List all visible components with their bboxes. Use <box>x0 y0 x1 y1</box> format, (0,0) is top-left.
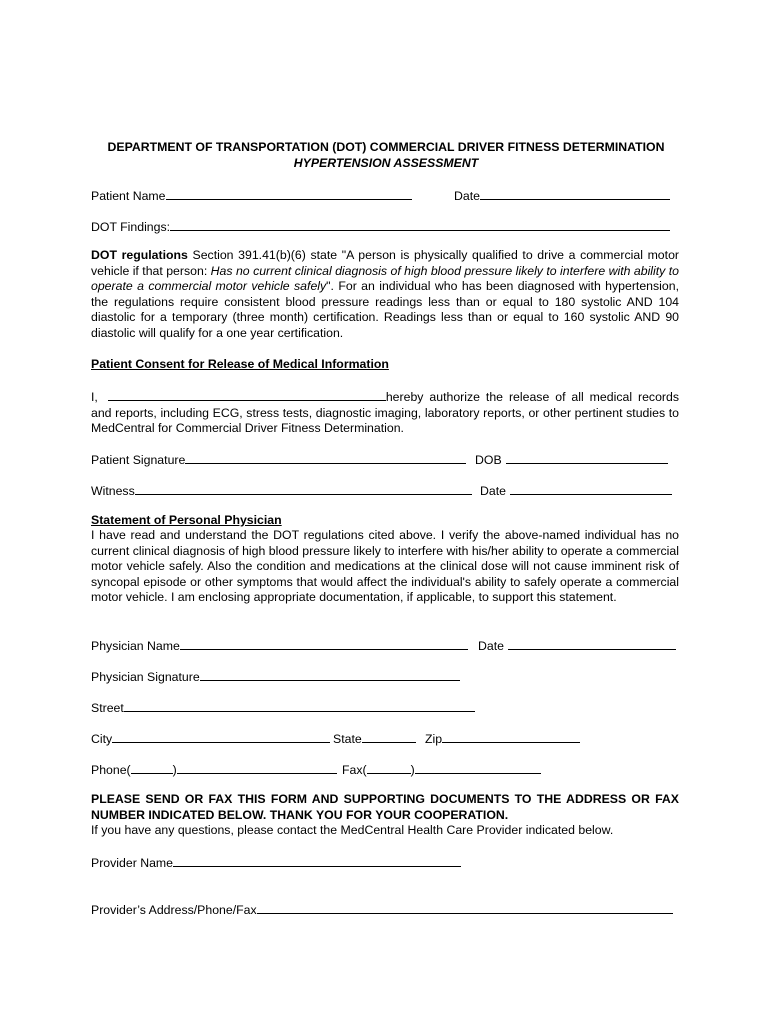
questions-text: If you have any questions, please contact the MedCentral Health Care Provider indicated below. <box>91 823 614 837</box>
patient-name-label: Patient Name <box>91 189 166 203</box>
patient-signature-field[interactable] <box>185 451 466 464</box>
physician-heading: Statement of Personal Physician <box>91 513 282 527</box>
fax-row <box>342 761 541 778</box>
patient-name-field[interactable] <box>166 187 412 200</box>
dot-findings-label: DOT Findings: <box>91 220 171 234</box>
fax-number-field[interactable] <box>415 761 541 774</box>
date-label: Date <box>454 189 480 203</box>
physician-paragraph: I have read and understand the DOT regulations cited above. I verify the above-named individual has no current clinical diagnosis of high blood pressure likely to interfere with his/her ability to operate a commercial motor vehicle safely. Also the condition and medications at the clinical dose will not cause imminent risk of syncopal episode or other symptoms that would affect the individual's ability to safely operate a commercial motor vehicle. I am enclosing appropriate documentation, if applicable, to support this statement. <box>91 528 679 605</box>
physician-signature-row <box>91 668 460 685</box>
patient-signature-label: Patient Signature <box>91 453 186 467</box>
form-title <box>91 139 681 171</box>
consent-i-label: I, <box>91 390 98 404</box>
patient-signature-row <box>91 451 466 468</box>
state-field[interactable] <box>362 730 416 743</box>
consent-heading: Patient Consent for Release of Medical Information <box>91 357 389 371</box>
dot-findings-field[interactable] <box>170 218 670 231</box>
witness-date-label: Date <box>480 484 506 498</box>
witness-date-row <box>480 482 672 499</box>
regulations-lead: DOT regulations <box>91 248 188 262</box>
consent-name-field[interactable] <box>108 388 386 401</box>
physician-date-label: Date <box>478 639 504 653</box>
date-field[interactable] <box>480 187 670 200</box>
dob-field[interactable] <box>506 451 668 464</box>
phone-area-field[interactable] <box>131 761 173 774</box>
state-row <box>333 730 416 747</box>
provider-address-row <box>91 901 673 918</box>
fax-close: ) <box>410 763 415 777</box>
physician-name-row <box>91 637 468 654</box>
date-row <box>454 187 670 204</box>
witness-label: Witness <box>91 484 135 498</box>
phone-close: ) <box>172 763 177 777</box>
physician-signature-label: Physician Signature <box>91 670 200 684</box>
fax-area-field[interactable] <box>367 761 411 774</box>
witness-date-field[interactable] <box>510 482 672 495</box>
dob-row <box>475 451 668 468</box>
street-field[interactable] <box>124 699 475 712</box>
state-label: State <box>333 732 362 746</box>
physician-signature-field[interactable] <box>200 668 460 681</box>
witness-field[interactable] <box>135 482 472 495</box>
provider-address-label: Provider’s Address/Phone/Fax <box>91 903 257 917</box>
consent-text: hereby authorize the release of all medical records and reports, including ECG, stress tests, diagnostic imaging, laboratory reports, or other pertinent studies to MedCentral for Commercial Driver Fitness Determination. <box>91 390 679 436</box>
city-row <box>91 730 330 747</box>
street-row <box>91 699 475 716</box>
provider-name-label: Provider Name <box>91 856 174 870</box>
provider-name-row <box>91 854 461 871</box>
city-label: City <box>91 732 113 746</box>
patient-name-row <box>91 187 412 204</box>
regulations-quote: Has no current clinical diagnosis of high blood pressure likely to interfere with ability to operate a commercial motor vehicle safely <box>91 263 680 294</box>
physician-name-field[interactable] <box>180 637 468 650</box>
main-title: DEPARTMENT OF TRANSPORTATION (DOT) COMMERCIAL DRIVER FITNESS DETERMINATION <box>107 140 665 154</box>
regulations-text-2: ". For an individual who has been diagnosed with hypertension, the regulations require consistent blood pressure readings less than or equal to 180 systolic AND 104 diastolic for a temporary (three month) certification. Readings less than or equal to 160 systolic AND 90 diastolic will qualify for a one year certification. <box>91 279 679 340</box>
consent-paragraph <box>91 388 679 437</box>
physician-date-field[interactable] <box>508 637 676 650</box>
subtitle: HYPERTENSION ASSESSMENT <box>293 156 479 170</box>
provider-address-field[interactable] <box>257 901 673 914</box>
zip-field[interactable] <box>442 730 580 743</box>
phone-label: Phone( <box>91 763 131 777</box>
dob-label: DOB <box>475 453 502 467</box>
zip-label: Zip <box>425 732 443 746</box>
phone-number-field[interactable] <box>177 761 337 774</box>
city-field[interactable] <box>112 730 330 743</box>
street-label: Street <box>91 701 124 715</box>
provider-name-field[interactable] <box>173 854 461 867</box>
physician-name-label: Physician Name <box>91 639 180 653</box>
dot-findings-row <box>91 218 670 235</box>
regulations-text-1: Section 391.41(b)(6) state "A person is physically qualified to drive a commercial motor vehicle if that person: <box>91 248 679 278</box>
witness-row <box>91 482 472 499</box>
send-fax-notice: PLEASE SEND OR FAX THIS FORM AND SUPPORTING DOCUMENTS TO THE ADDRESS OR FAX NUMBER INDICATED BELOW. THANK YOU FOR YOUR COOPERATION. <box>91 792 679 822</box>
phone-row <box>91 761 337 778</box>
zip-row <box>425 730 580 747</box>
fax-label: Fax( <box>342 763 367 777</box>
physician-date-row <box>478 637 676 654</box>
dot-regulations-paragraph <box>91 248 679 342</box>
